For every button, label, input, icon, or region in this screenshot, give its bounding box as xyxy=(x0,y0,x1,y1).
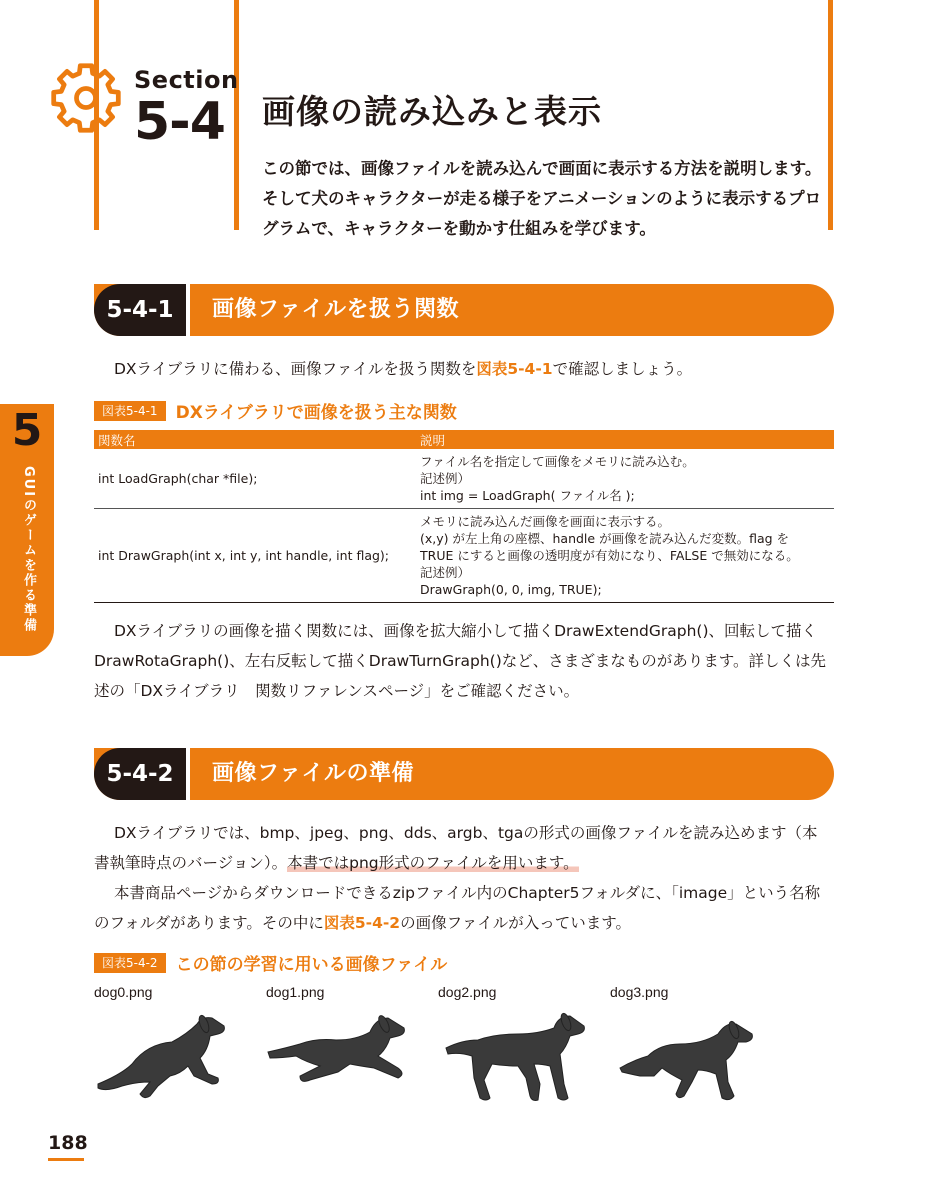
page-number: 188 xyxy=(48,1132,88,1154)
section-heading-number: 5-4-2 xyxy=(94,748,186,800)
section-heading-title: 画像ファイルの準備 xyxy=(212,761,415,786)
paragraph-text: DXライブラリの画像を描く関数には、画像を拡大縮小して描くDrawExtendGraph()、回転して描くDrawRotaGraph()、左右反転して描くDrawTurnGraph()など、さまざまなものがあります。詳しくは先述の「DXライブラリ 関数リファレンスページ」をご確認ください。 xyxy=(94,622,827,700)
desc-line: 記述例） xyxy=(420,471,471,486)
paragraph-image-folder xyxy=(94,878,828,938)
table-header-name: 関数名 xyxy=(94,430,416,449)
page-number-underline xyxy=(48,1158,84,1161)
section-heading-5-4-2 xyxy=(94,748,834,800)
header-right-rule xyxy=(828,0,833,230)
underlined-text: 本書ではpng形式のファイルを用います。 xyxy=(287,854,579,872)
figure-caption-text: この節の学習に用いる画像ファイル xyxy=(175,955,448,975)
figure-caption-5-4-2 xyxy=(94,950,448,975)
paragraph-text: DXライブラリでは、bmp、jpeg、png、dds、argb、tgaの形式の画像ファイルを読み込めます（本書執筆時点のバージョン）。 xyxy=(94,824,818,872)
paragraph-draw-functions xyxy=(94,616,828,706)
chapter-number: 5 xyxy=(11,405,43,456)
dog2-image xyxy=(438,1004,598,1104)
function-name-cell: int DrawGraph(int x, int y, int handle, int flag); xyxy=(94,509,416,603)
paragraph-intro-functions xyxy=(94,354,828,384)
section-heading-number: 5-4-1 xyxy=(94,284,186,336)
page-title: 画像の読み込みと表示 xyxy=(262,92,602,131)
desc-line: メモリに読み込んだ画像を画面に表示する。 xyxy=(420,514,671,529)
figure-caption-5-4-1 xyxy=(94,398,457,423)
section-label: Section xyxy=(134,66,239,94)
desc-line: DrawGraph(0, 0, img, TRUE); xyxy=(420,582,602,597)
figure-caption-text: DXライブラリで画像を扱う主な関数 xyxy=(175,403,457,423)
dog3-filename: dog3.png xyxy=(610,984,669,1000)
section-heading-5-4-1 xyxy=(94,284,834,336)
header-mid-rule xyxy=(234,0,239,230)
section-heading-title: 画像ファイルを扱う関数 xyxy=(212,297,460,322)
dog0-filename: dog0.png xyxy=(94,984,153,1000)
function-table xyxy=(94,430,834,603)
function-name-cell: int LoadGraph(char *file); xyxy=(94,449,416,509)
section-number: 5-4 xyxy=(134,92,225,152)
desc-line: 記述例） xyxy=(420,565,471,580)
desc-line: (x,y) が左上角の座標、handle が画像を読み込んだ変数。flag を xyxy=(420,531,790,546)
paragraph-text: で確認しましょう。 xyxy=(552,360,693,378)
paragraph-formats xyxy=(94,818,828,878)
table-header-desc: 説明 xyxy=(416,430,834,449)
gear-icon xyxy=(48,60,124,136)
desc-line: ファイル名を指定して画像をメモリに読み込む。 xyxy=(420,454,695,469)
paragraph-text: DXライブラリに備わる、画像ファイルを扱う関数を xyxy=(114,360,477,378)
function-desc-cell xyxy=(416,449,834,509)
table-header-row xyxy=(94,430,834,449)
chapter-tab xyxy=(0,404,54,656)
figure-tag: 図表5-4-1 xyxy=(94,401,166,421)
table-row xyxy=(94,449,834,509)
desc-line: int img = LoadGraph( ファイル名 ); xyxy=(420,488,635,503)
figure-reference: 図表5-4-1 xyxy=(476,360,553,378)
figure-reference: 図表5-4-2 xyxy=(323,914,401,932)
section-heading-separator xyxy=(186,748,190,800)
paragraph-text: 本書商品ページからダウンロードできるzipファイル内のChapter5フォルダに、「image」という名称のフォルダがあります。その中に xyxy=(94,884,821,932)
desc-line: TRUE にすると画像の透明度が有効になり、FALSE で無効になる。 xyxy=(420,548,799,563)
section-heading-separator xyxy=(186,284,190,336)
dog1-image xyxy=(266,1004,426,1104)
dog2-filename: dog2.png xyxy=(438,984,497,1000)
dog1-filename: dog1.png xyxy=(266,984,325,1000)
table-row xyxy=(94,509,834,603)
chapter-title: GUIのゲームを作る準備 xyxy=(21,466,36,634)
section-intro: この節では、画像ファイルを読み込んで画面に表示する方法を説明します。そして犬のキャラクターが走る様子をアニメーションのように表示するプログラムで、キャラクターを動かす仕組みを学びます。 xyxy=(262,159,822,238)
function-desc-cell xyxy=(416,509,834,603)
paragraph-text: の画像ファイルが入っています。 xyxy=(400,914,632,932)
figure-tag: 図表5-4-2 xyxy=(94,953,166,973)
dog3-image xyxy=(610,1004,770,1104)
dog0-image xyxy=(92,1004,252,1104)
